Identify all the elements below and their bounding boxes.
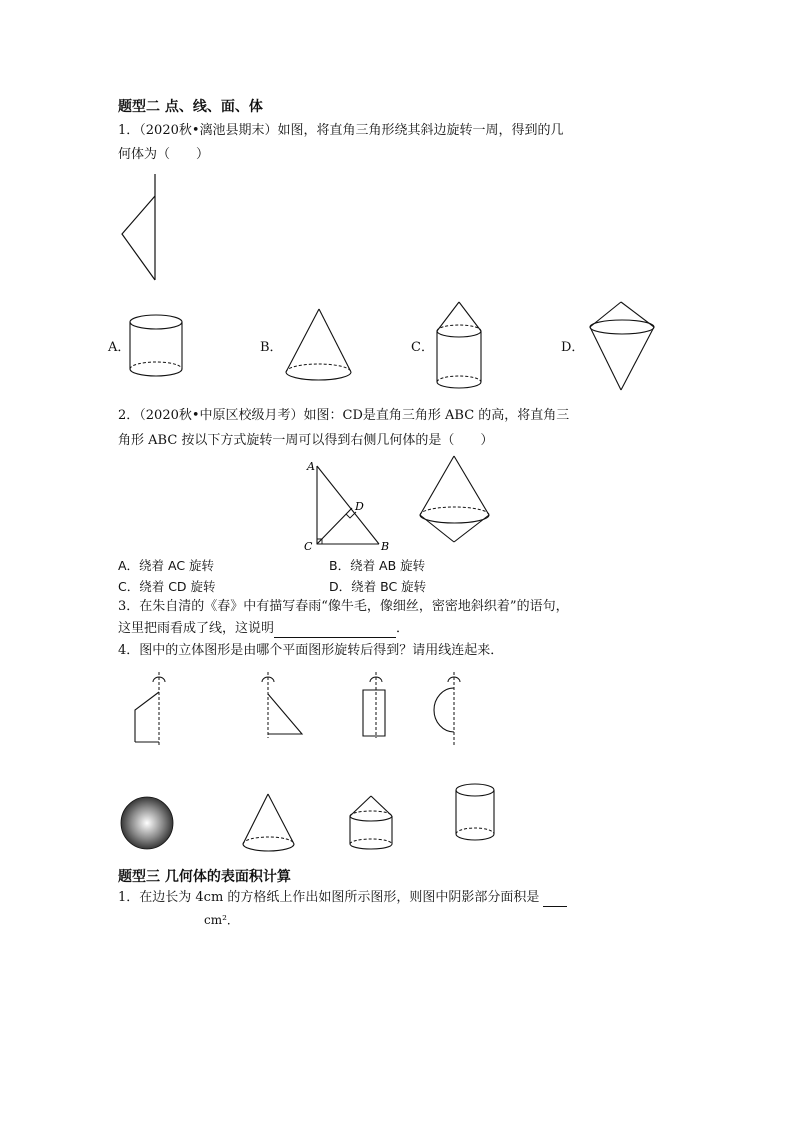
- q2-point-b: B: [381, 540, 390, 553]
- q3-text-line2: [118, 620, 409, 638]
- q1-option-a-label[interactable]: A．: [108, 340, 131, 355]
- q1-option-c-cone-cylinder: [433, 300, 489, 392]
- q1-text-line2: 何体为（ ）: [118, 147, 210, 162]
- q4-plane-trapezoid: [126, 670, 174, 750]
- q2-option-d[interactable]: D．绕着 BC 旋转: [329, 579, 427, 594]
- q1-option-a-cylinder: [128, 312, 188, 378]
- q3-text-line1: 3．在朱自清的《春》中有描写春雨“像牛毛，像细丝，密密地斜织着”的语句，: [118, 599, 569, 614]
- q4-plane-semicircle: [430, 670, 470, 750]
- q4-solid-sphere: [120, 796, 176, 852]
- s3-q1-text: 1．在边长为 4cm 的方格纸上作出如图所示图形，则图中阴影部分面积是: [118, 890, 540, 905]
- s3-q1-text-line1: [118, 889, 567, 907]
- q2-text-line2: 角形 ABC 按以下方式旋转一周可以得到右侧几何体的是（ ）: [118, 433, 494, 448]
- q2-point-c: C: [304, 540, 313, 553]
- section-title-3: 题型三 几何体的表面积计算: [118, 869, 291, 885]
- q1-option-b-label[interactable]: B．: [260, 340, 283, 355]
- q2-point-a: A: [307, 460, 315, 473]
- q4-plane-rectangle: [356, 670, 396, 750]
- q2-triangle-figure: [300, 458, 400, 554]
- q1-triangle-figure: [118, 172, 168, 284]
- q2-option-c[interactable]: C．绕着 CD 旋转: [118, 579, 216, 594]
- q2-point-d: D: [355, 500, 364, 513]
- q1-option-d-double-cone: [586, 300, 660, 394]
- q2-option-b[interactable]: B．绕着 AB 旋转: [329, 558, 426, 573]
- q4-text: 4．图中的立体图形是由哪个平面图形旋转后得到？请用线连起来．: [118, 643, 504, 658]
- q4-plane-triangle: [258, 670, 310, 750]
- q2-double-cone-figure: [417, 454, 493, 546]
- q2-text-line1: 2．（2020秋•中原区校级月考）如图：CD是直角三角形 ABC 的高，将直角三: [118, 408, 570, 423]
- section-title-2: 题型二 点、线、面、体: [118, 99, 263, 115]
- q4-solid-cylinder: [454, 782, 500, 846]
- q3-text-prefix: 这里把雨看成了线，这说明: [118, 621, 275, 636]
- s3-q1-answer-blank[interactable]: [543, 892, 567, 907]
- q1-option-b-cone: [283, 306, 355, 386]
- q1-text-line1: 1．（2020秋•漓池县期末）如图，将直角三角形绕其斜边旋转一周，得到的几: [118, 123, 564, 138]
- q4-solid-cone: [240, 792, 300, 856]
- q3-answer-blank[interactable]: [274, 623, 396, 638]
- s3-q1-text-line2: cm²．: [204, 913, 239, 927]
- q4-solid-cone-cylinder: [346, 794, 400, 854]
- q3-text-suffix: ．: [396, 621, 410, 636]
- q1-option-d-label[interactable]: D．: [561, 340, 585, 355]
- q2-option-a[interactable]: A．绕着 AC 旋转: [118, 558, 215, 573]
- q1-option-c-label[interactable]: C．: [411, 340, 434, 355]
